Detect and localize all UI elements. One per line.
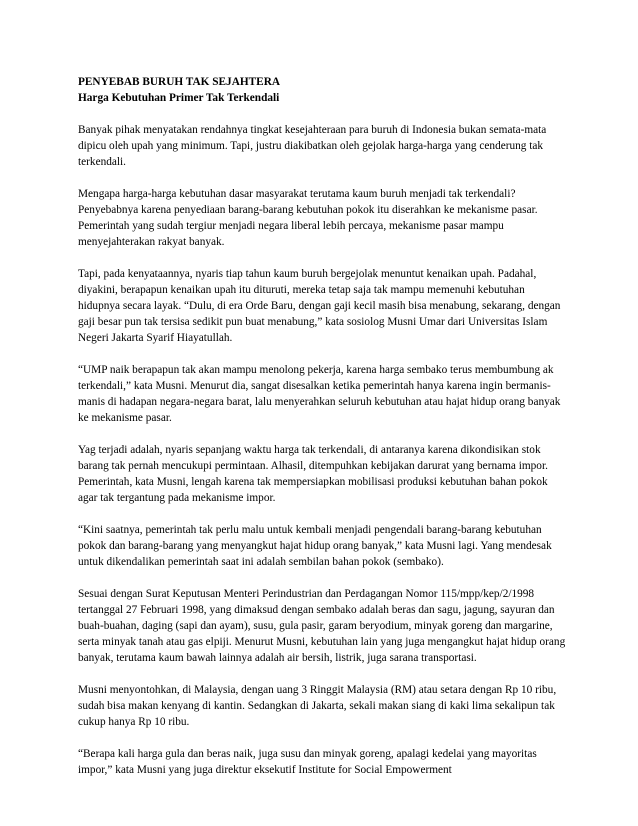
paragraph: “Kini saatnya, pemerintah tak perlu malu untuk kembali menjadi pengendali barang-barang kebutuhan pokok dan barang-barang yang menyangkut hajat hidup orang banyak,” kata Musni lagi. Yang mendesak untuk dikendalikan pemerintah saat ini adalah sembilan bahan pokok (sembako). <box>78 524 552 568</box>
paragraph: Banyak pihak menyatakan rendahnya tingkat kesejahteraan para buruh di Indonesia bukan semata-mata dipicu oleh upah yang minimum. Tapi, justru diakibatkan oleh gejolak harga-harga yang cenderung tak terkendali. <box>78 124 547 168</box>
paragraph: Yag terjadi adalah, nyaris sepanjang waktu harga tak terkendali, di antaranya karena dikondisikan stok barang tak pernah mencukupi permintaan. Alhasil, ditempuhkan kebijakan darurat yang bernama impor. Pemerintah, kata Musni, lengah karena tak mempersiapkan mobilisasi produksi kebutuhan bahan pokok agar tak tergantung pada mekanisme impor. <box>78 444 548 504</box>
paragraph: Tapi, pada kenyataannya, nyaris tiap tahun kaum buruh bergejolak menuntut kenaikan upah. Padahal, diyakini, berapapun kenaikan upah itu dituruti, mereka tetap saja tak mampu memenuhi kebutuhan hidupnya secara layak. “Dulu, di era Orde Baru, dengan gaji kecil masih bisa menabung, sekarang, dengan gaji besar pun tak tersisa sedikit pun buat menabung,” kata sosiolog Musni Umar dari Universitas Islam Negeri Jakarta Syarif Hiayatullah. <box>78 268 561 344</box>
article-subtitle: Harga Kebutuhan Primer Tak Terkendali <box>78 92 280 104</box>
paragraph: Mengapa harga-harga kebutuhan dasar masyarakat terutama kaum buruh menjadi tak terkendali? Penyebabnya karena penyediaan barang-barang kebutuhan pokok itu diserahkan ke mekanisme pasar. Pemerintah yang sudah tergiur menjadi negara liberal lebih percaya, mekanisme pasar mampu menyejahterakan rakyat banyak. <box>78 188 538 248</box>
paragraph: “Berapa kali harga gula dan beras naik, juga susu dan minyak goreng, apalagi kedelai yang mayoritas impor,” kata Musni yang juga direktur eksekutif Institute for Social Empowerment <box>78 748 537 776</box>
paragraph: Musni menyontohkan, di Malaysia, dengan uang 3 Ringgit Malaysia (RM) atau setara dengan Rp 10 ribu, sudah bisa makan kenyang di kantin. Sedangkan di Jakarta, sekali makan siang di kaki lima sekalipun tak cukup hanya Rp 10 ribu. <box>78 684 557 728</box>
document-page <box>78 72 566 778</box>
article-title: PENYEBAB BURUH TAK SEJAHTERA <box>78 76 281 88</box>
paragraph: “UMP naik berapapun tak akan mampu menolong pekerja, karena harga sembako terus membumbung ak terkendali,” kata Musni. Menurut dia, sangat disesalkan ketika pemerintah hanya karena ingin bermanis-manis di hadapan negara-negara barat, lalu menyerahkan seluruh kebutuhan atau hajat hidup orang banyak ke mekanisme pasar. <box>78 364 561 424</box>
paragraph: Sesuai dengan Surat Keputusan Menteri Perindustrian dan Perdagangan Nomor 115/mpp/kep/2/1998 tertanggal 27 Februari 1998, yang dimaksud dengan sembako adalah beras dan sagu, jagung, sayuran dan buah-buahan, daging (sapi dan ayam), susu, gula pasir, garam beryodium, minyak goreng dan margarine, serta minyak tanah atau gas elpiji. Menurut Musni, kebutuhan lain yang juga mengangkut hajat hidup orang banyak, terutama kaum bawah lainnya adalah air bersih, listrik, juga sarana transportasi. <box>78 588 566 664</box>
